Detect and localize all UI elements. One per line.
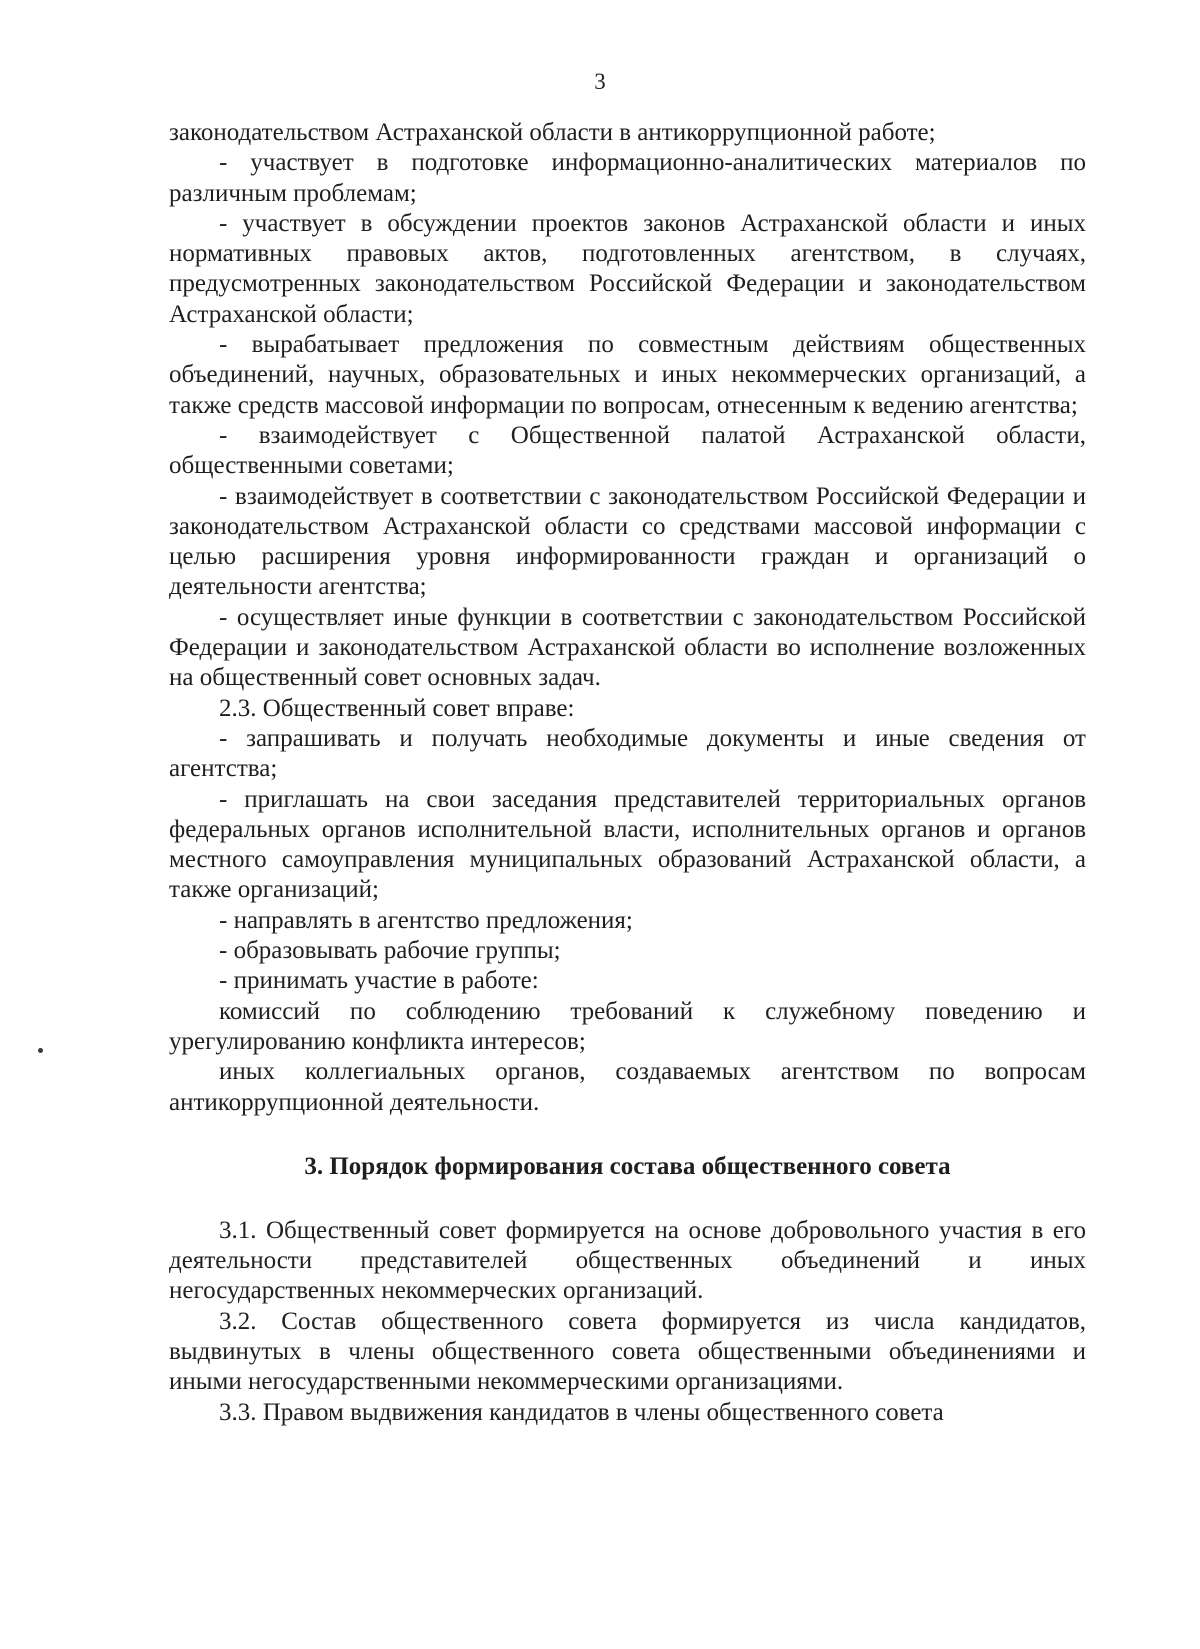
paragraph: - образовывать рабочие группы;: [219, 937, 561, 965]
paragraph: - участвует в подготовке информационно-аналитических материалов по различным проблемам;: [169, 149, 1086, 207]
scan-speck: [38, 1048, 43, 1053]
paragraph: - взаимодействует с Общественной палатой Астраханской области, общественными советами;: [169, 421, 1086, 480]
paragraph: - взаимодействует в соответствии с законодательством Российской Федерации и законодательством Астраханской области со средствами массовой информации с целью расширения уровня информированности граждан и организаций о деятельности агентства;: [169, 482, 1086, 601]
paragraph: - запрашивать и получать необходимые документы и иные сведения от агентства;: [169, 724, 1086, 783]
paragraph: 3.3. Правом выдвижения кандидатов в члены общественного совета: [219, 1398, 944, 1426]
paragraph: 3.2. Состав общественного совета формируется из числа кандидатов, выдвинутых в члены общественного совета общественными объединениями и иными негосударственными некоммерческими организациями.: [169, 1307, 1086, 1396]
paragraph: - осуществляет иные функции в соответствии с законодательством Российской Федерации и законодательством Астраханской области во исполнение возложенных на общественный совет основных задач.: [169, 603, 1086, 692]
section-heading: 3. Порядок формирования состава общественного совета: [304, 1152, 951, 1180]
paragraph: - принимать участие в работе:: [219, 967, 539, 995]
paragraph: 2.3. Общественный совет вправе:: [219, 694, 575, 722]
page-number: 3: [594, 69, 606, 94]
paragraph: комиссий по соблюдению требований к служебному поведению и урегулированию конфликта интересов;: [169, 997, 1086, 1055]
paragraph: законодательством Астраханской области в антикоррупционной работе;: [169, 119, 936, 146]
paragraph: - вырабатывает предложения по совместным действиям общественных объединений, научных, образовательных и иных некоммерческих организаций, а также средств массовой информации по вопросам, отнесенным к ведению агентства;: [169, 331, 1086, 419]
paragraph: иных коллегиальных органов, создаваемых агентством по вопросам антикоррупционной деятельности.: [169, 1058, 1086, 1116]
paragraph: 3.1. Общественный совет формируется на основе добровольного участия в его деятельности представителей общественных объединений и иных негосударственных некоммерческих организаций.: [169, 1216, 1086, 1305]
paragraph: - участвует в обсуждении проектов законов Астраханской области и иных нормативных правовых актов, подготовленных агентством, в случаях, предусмотренных законодательством Российской Федерации и законодательством Астраханской области;: [169, 209, 1086, 328]
paragraph: - приглашать на свои заседания представителей территориальных органов федеральных органов исполнительной власти, исполнительных органов и органов местного самоуправления муниципальных образований Астраханской области, а также организаций;: [169, 785, 1086, 904]
document-body: [169, 118, 1086, 1428]
paragraph: - направлять в агентство предложения;: [219, 906, 633, 934]
